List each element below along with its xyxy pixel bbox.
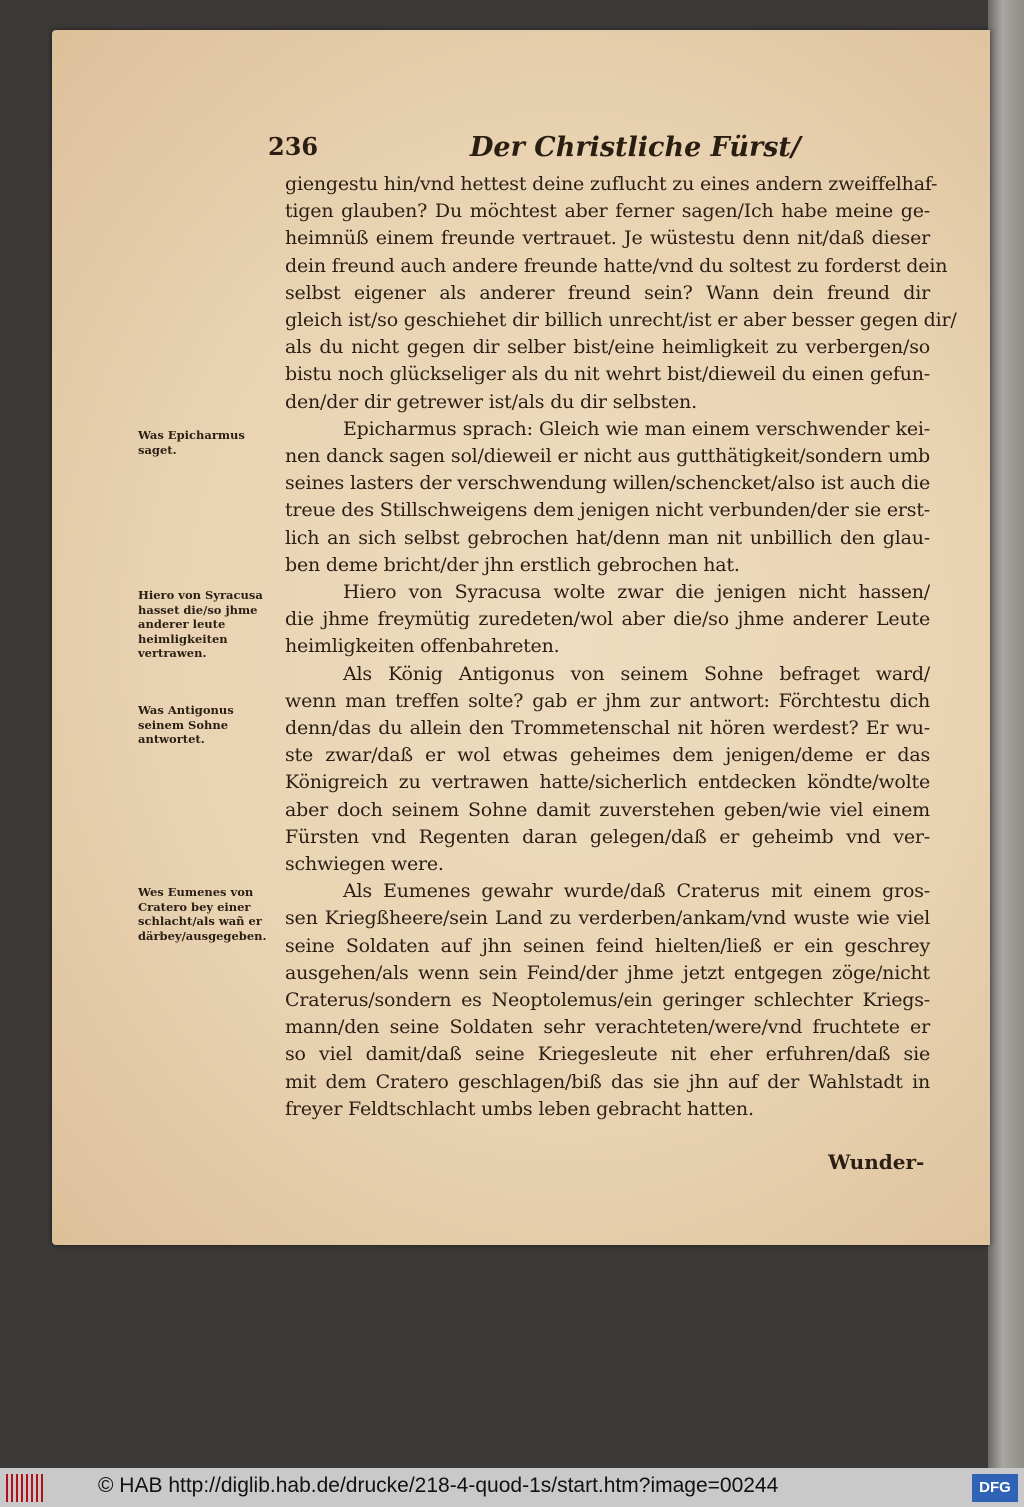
text-line: ste zwar/daß er wol etwas geheimes dem jenigen/deme er das bbox=[285, 744, 930, 767]
text-line: treue des Stillschweigens dem jenigen nicht verbunden/der sie erst- bbox=[285, 499, 930, 522]
text-line: heimligkeiten offenbahreten. bbox=[285, 635, 560, 658]
catchword: Wunder- bbox=[828, 1150, 925, 1174]
dfg-logo: DFG bbox=[972, 1474, 1018, 1502]
text-line: sen Kriegßheere/sein Land zu verderben/ankam/vnd wuste wie viel bbox=[285, 907, 930, 930]
text-line: Fürsten vnd Regenten daran gelegen/daß er geheimb vnd ver- bbox=[285, 825, 930, 848]
running-title: Der Christliche Fürst/ bbox=[470, 132, 801, 163]
text-line: die jhme freymütig zuredeten/wol aber die/so jhme anderer Leute bbox=[285, 608, 930, 631]
text-line: gleich ist/so geschiehet dir billich unrecht/ist er aber besser gegen dir/ bbox=[285, 309, 957, 331]
text-line: heimnüß einem freunde vertrauet. Je wüstestu denn nit/daß dieser bbox=[285, 227, 930, 250]
text-line: so viel damit/daß seine Kriegesleute nit eher erfuhren/daß sie bbox=[285, 1043, 930, 1066]
margin-note: Was Epicharmus saget. bbox=[138, 428, 245, 457]
text-line: seines lasters der verschwendung willen/schencket/also ist auch die bbox=[285, 472, 930, 495]
text-line: aber doch seinem Sohne damit zuverstehen geben/wie viel einem bbox=[285, 798, 930, 821]
text-line: als du nicht gegen dir selber bist/eine heimligkeit zu verbergen/so bbox=[285, 336, 930, 359]
text-line: mit dem Cratero geschlagen/biß das sie jhn auf der Wahlstadt in bbox=[285, 1070, 930, 1093]
text-line: schwiegen were. bbox=[285, 853, 444, 875]
text-line: dein freund auch andere freunde hatte/vnd du soltest zu forderst dein bbox=[285, 254, 948, 277]
book-edge bbox=[988, 0, 1024, 1468]
margin-note: Was Antigonus seinem Sohne antwortet. bbox=[138, 703, 234, 746]
text-line: seine Soldaten auf jhn seinen feind hielten/ließ er ein geschrey bbox=[285, 934, 930, 957]
text-line: ben deme bricht/der jhn erstlich gebrochen hat. bbox=[285, 553, 740, 576]
text-line: selbst eigener als anderer freund sein? Wann dein freund dir bbox=[285, 281, 930, 304]
text-line: nen danck sagen sol/dieweil er nicht aus gutthätigkeit/sondern umb bbox=[285, 445, 930, 467]
text-line: bistu noch glückseliger als du nit wehrt bist/dieweil du einen gefun- bbox=[285, 363, 930, 386]
margin-note: Wes Eumenes von Cratero bey einer schlacht/als wañ er därbey/ausgegeben. bbox=[138, 885, 267, 943]
text-line: Craterus/sondern es Neoptolemus/ein geringer schlechter Kriegs- bbox=[285, 989, 930, 1011]
text-line: denn/das du allein den Trommetenschal nit hören werdest? Er wu- bbox=[285, 717, 930, 739]
text-line: Hiero von Syracusa wolte zwar die jenigen nicht hassen/ bbox=[343, 581, 930, 603]
text-line: Als Eumenes gewahr wurde/daß Craterus mit einem gros- bbox=[343, 880, 930, 903]
text-line: wenn man treffen solte? gab er jhm zur antwort: Förchtestu dich bbox=[285, 689, 930, 712]
hab-logo-icon bbox=[6, 1474, 44, 1502]
text-line: ausgehen/als wenn sein Feind/der jhme jetzt entgegen zöge/nicht bbox=[285, 961, 930, 984]
text-line: Als König Antigonus von seinem Sohne befraget ward/ bbox=[343, 662, 930, 685]
margin-note: Hiero von Syracusa hasset die/so jhme anderer leute heimligkeiten vertrawen. bbox=[138, 588, 263, 660]
text-line: mann/den seine Soldaten sehr verachteten/were/vnd fruchtete er bbox=[285, 1016, 930, 1039]
text-line: Epicharmus sprach: Gleich wie man einem verschwender kei- bbox=[343, 417, 930, 440]
footer-bar bbox=[0, 1468, 1024, 1507]
text-line: freyer Feldtschlacht umbs leben gebracht hatten. bbox=[285, 1097, 754, 1120]
text-line: lich an sich selbst gebrochen hat/denn man nit unbillich den glau- bbox=[285, 526, 930, 549]
text-line: den/der dir getrewer ist/als du dir selbsten. bbox=[285, 390, 697, 413]
text-line: giengestu hin/vnd hettest deine zuflucht zu eines andern zweiffelhaf- bbox=[285, 173, 938, 195]
copyright-link[interactable]: © HAB http://diglib.hab.de/drucke/218-4-quod-1s/start.htm?image=00244 bbox=[98, 1474, 779, 1497]
page-number: 236 bbox=[268, 132, 319, 161]
text-line: tigen glauben? Du möchtest aber ferner sagen/Ich habe meine ge- bbox=[285, 200, 930, 223]
text-line: Königreich zu vertrawen hatte/sicherlich entdecken köndte/wolte bbox=[285, 771, 930, 794]
